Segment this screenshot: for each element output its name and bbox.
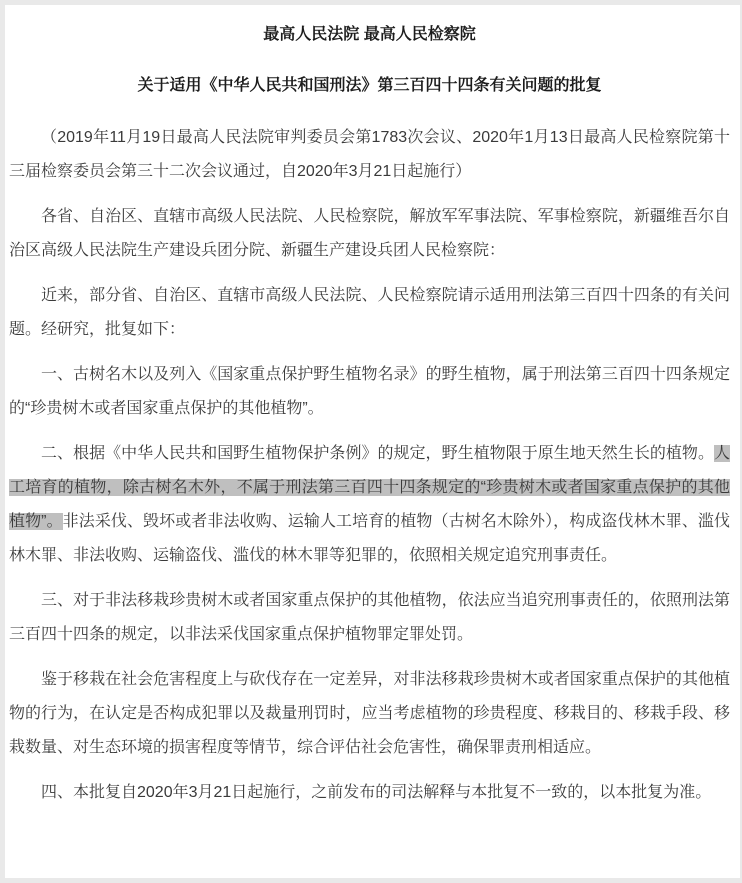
item-1-paragraph: 一、古树名木以及列入《国家重点保护野生植物名录》的野生植物，属于刑法第三百四十四条规定的“珍贵树木或者国家重点保护的其他植物”。 xyxy=(9,366,730,417)
item-2-rest-text: 非法采伐、毁坏或者非法收购、运输人工培育的植物（古树名木除外），构成盗伐林木罪、滥伐林木罪、非法收购、运输盗伐、滥伐的林木罪等犯罪的，依照相关规定追究刑事责任。 xyxy=(9,513,730,564)
item-4-paragraph: 四、本批复自2020年3月21日起施行，之前发布的司法解释与本批复不一致的，以本批复为准。 xyxy=(41,784,712,801)
intro-paragraph: 近来，部分省、自治区、直辖市高级人民法院、人民检察院请示适用刑法第三百四十四条的有关问题。经研究，批复如下： xyxy=(9,287,730,338)
item-2-paragraph xyxy=(9,437,730,573)
document-title: 最高人民法院 最高人民检察院 xyxy=(263,26,476,43)
item-2-lead-text: 二、根据《中华人民共和国野生植物保护条例》的规定，野生植物限于原生地天然生长的植物。 xyxy=(41,445,714,462)
item-3-consideration-paragraph: 鉴于移栽在社会危害程度上与砍伐存在一定差异，对非法移栽珍贵树木或者国家重点保护的其他植物的行为，在认定是否构成犯罪以及裁量刑罚时，应当考虑植物的珍贵程度、移栽目的、移栽手段、移栽数量、对生态环境的损害程度等情节，综合评估社会危害性，确保罪责刑相适应。 xyxy=(9,671,730,756)
adoption-note: （2019年11月19日最高人民法院审判委员会第1783次会议、2020年1月13日最高人民检察院第十三届检察委员会第三十二次会议通过，自2020年3月21日起施行） xyxy=(9,129,730,180)
item-3-paragraph: 三、对于非法移栽珍贵树木或者国家重点保护的其他植物，依法应当追究刑事责任的，依照刑法第三百四十四条的规定，以非法采伐国家重点保护植物罪定罪处罚。 xyxy=(9,592,730,643)
document-page xyxy=(5,5,740,878)
salutation-paragraph: 各省、自治区、直辖市高级人民法院、人民检察院，解放军军事法院、军事检察院，新疆维吾尔自治区高级人民法院生产建设兵团分院、新疆生产建设兵团人民检察院： xyxy=(9,208,730,259)
item-2-highlighted-text: 人工培育的植物，除古树名木外，不属于刑法第三百四十四条规定的“珍贵树木或者国家重点保护的其他植物”。 xyxy=(9,445,730,530)
document-subtitle: 关于适用《中华人民共和国刑法》第三百四十四条有关问题的批复 xyxy=(137,77,602,94)
